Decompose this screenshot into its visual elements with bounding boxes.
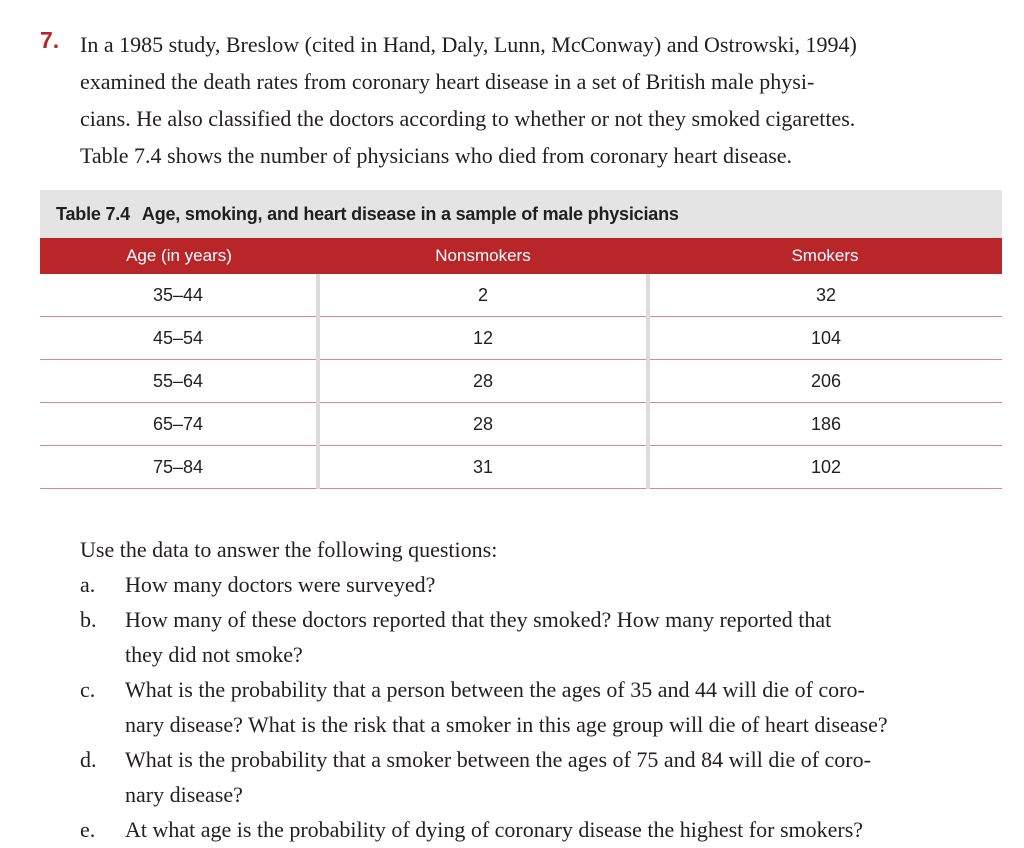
question-letter: c. — [80, 677, 96, 702]
problem-intro — [80, 26, 1010, 174]
question-letter: e. — [80, 817, 96, 842]
question-e — [80, 812, 1015, 847]
cell-age: 55–64 — [40, 360, 318, 403]
header-age: Age (in years) — [40, 238, 318, 274]
cell-age: 75–84 — [40, 446, 318, 489]
intro-line: Table 7.4 shows the number of physicians who died from coronary heart disease. — [80, 143, 793, 168]
table-row — [40, 446, 1002, 489]
question-text: they did not smoke? — [125, 642, 303, 667]
table-row — [40, 360, 1002, 403]
problem-number: 7. — [40, 27, 60, 53]
cell-age: 65–74 — [40, 403, 318, 446]
problem-7 — [40, 26, 1010, 174]
question-d — [80, 742, 1015, 812]
cell-nonsmokers: 31 — [318, 446, 648, 489]
cell-age: 35–44 — [40, 274, 318, 317]
table-row — [40, 317, 1002, 360]
intro-line: In a 1985 study, Breslow (cited in Hand, Daly, Lunn, McConway) and Ostrowski, 1994) — [80, 32, 857, 57]
table-header-row — [40, 238, 1002, 274]
cell-nonsmokers: 28 — [318, 403, 648, 446]
header-smokers: Smokers — [648, 238, 1002, 274]
question-c — [80, 672, 1015, 742]
question-b — [80, 602, 1015, 672]
cell-nonsmokers: 28 — [318, 360, 648, 403]
data-table — [40, 190, 1002, 489]
cell-smokers: 102 — [648, 446, 1002, 489]
question-text: nary disease? What is the risk that a smoker in this age group will die of heart disease? — [125, 712, 888, 737]
question-letter: b. — [80, 607, 97, 632]
intro-line: cians. He also classified the doctors according to whether or not they smoked cigarettes. — [80, 106, 856, 131]
cell-smokers: 32 — [648, 274, 1002, 317]
table-caption — [40, 190, 1002, 238]
table-number: Table 7.4 — [56, 204, 130, 224]
questions-lead: Use the data to answer the following questions: — [80, 537, 498, 562]
question-letter: d. — [80, 747, 97, 772]
table-title: Age, smoking, and heart disease in a sample of male physicians — [141, 204, 679, 224]
cell-smokers: 206 — [648, 360, 1002, 403]
cell-smokers: 186 — [648, 403, 1002, 446]
question-text: What is the probability that a smoker between the ages of 75 and 84 will die of coro- — [125, 747, 871, 772]
cell-nonsmokers: 2 — [318, 274, 648, 317]
table-row — [40, 274, 1002, 317]
intro-line: examined the death rates from coronary heart disease in a set of British male physi- — [80, 69, 815, 94]
cell-nonsmokers: 12 — [318, 317, 648, 360]
cell-age: 45–54 — [40, 317, 318, 360]
question-a — [80, 567, 1015, 602]
header-nonsmokers: Nonsmokers — [318, 238, 648, 274]
question-text: How many doctors were surveyed? — [125, 572, 436, 597]
table-row — [40, 403, 1002, 446]
question-text: What is the probability that a person between the ages of 35 and 44 will die of coro- — [125, 677, 865, 702]
question-text: How many of these doctors reported that they smoked? How many reported that — [125, 607, 832, 632]
question-list — [80, 532, 1015, 847]
question-letter: a. — [80, 572, 96, 597]
question-text: At what age is the probability of dying of coronary disease the highest for smokers? — [125, 817, 864, 842]
cell-smokers: 104 — [648, 317, 1002, 360]
question-text: nary disease? — [125, 782, 243, 807]
